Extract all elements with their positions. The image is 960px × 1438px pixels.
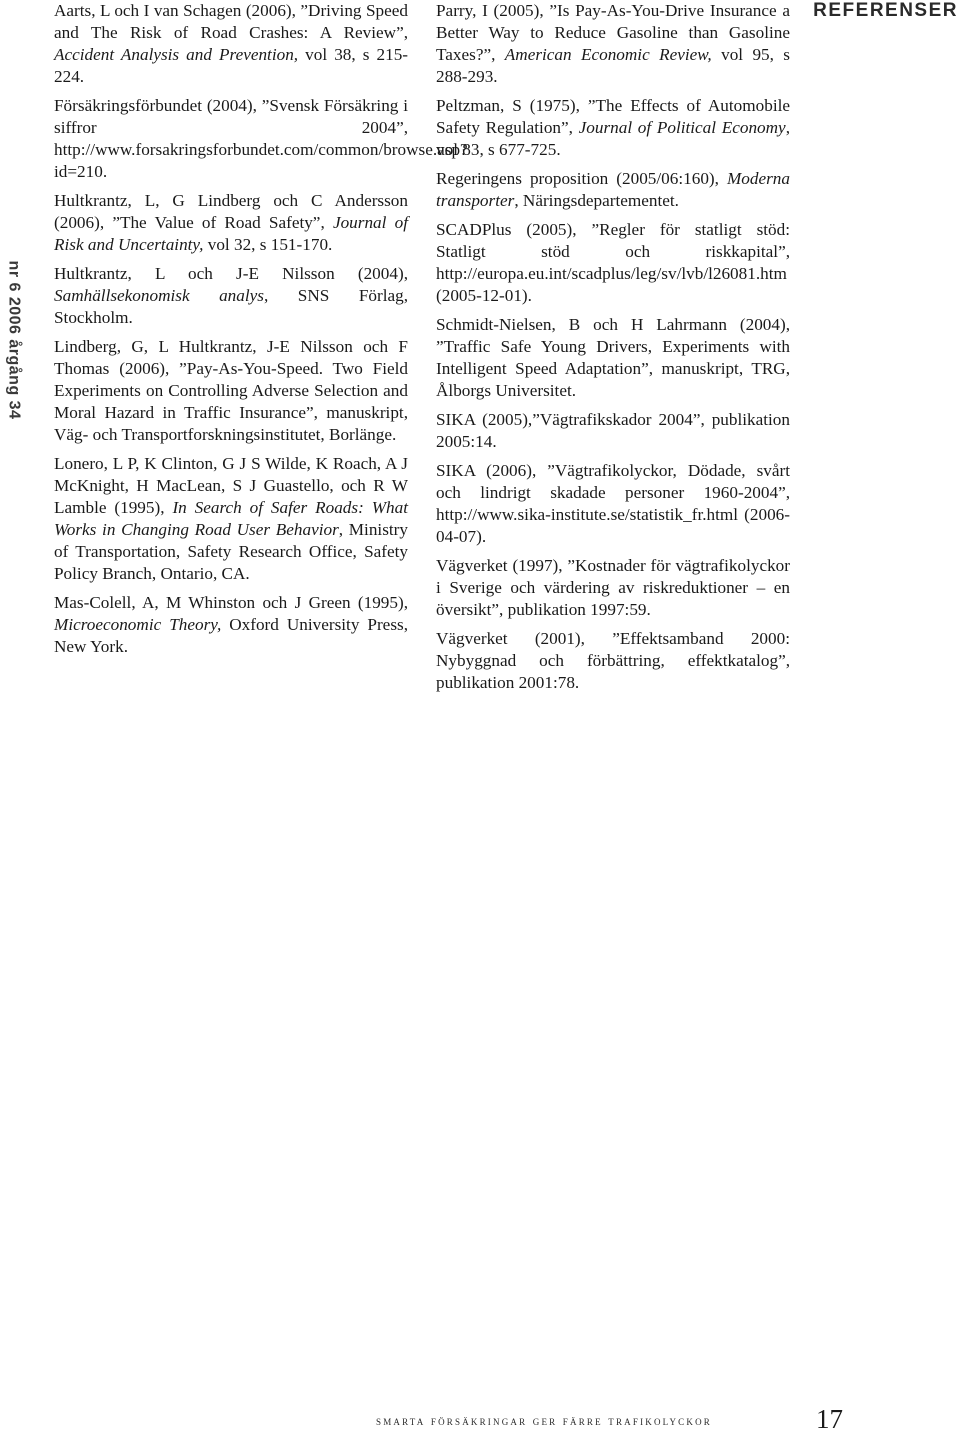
references-right-column	[436, 0, 790, 701]
page-number: 17	[816, 1404, 843, 1434]
reference-entry: Mas-Colell, A, M Whinston och J Green (1995), Microeconomic Theory, Oxford University Press, New York.	[54, 593, 408, 656]
reference-entry: Parry, I (2005), ”Is Pay-As-You-Drive Insurance a Better Way to Reduce Gasoline than Gasoline Taxes?”, American Economic Review, vol 95, s 288-293.	[436, 1, 790, 86]
reference-entry: Hultkrantz, L och J-E Nilsson (2004), Samhällsekonomisk analys, SNS Förlag, Stockholm.	[54, 264, 408, 327]
reference-entry: Regeringens proposition (2005/06:160), Moderna transporter, Näringsdepartementet.	[436, 169, 790, 210]
reference-entry: Lindberg, G, L Hultkrantz, J-E Nilsson och F Thomas (2006), ”Pay-As-You-Speed. Two Field Experiments on Controlling Adverse Selection and Moral Hazard in Traffic Insurance”, manuskript, Väg- och Transportforskningsinstitutet, Borlänge.	[54, 337, 408, 444]
reference-entry: Schmidt-Nielsen, B och H Lahrmann (2004), ”Traffic Safe Young Drivers, Experiments with Intelligent Speed Adaptation”, manuskript, TRG, Ålborgs Universitet.	[436, 315, 790, 400]
reference-entry: SIKA (2005),”Vägtrafikskador 2004”, publikation 2005:14.	[436, 410, 790, 451]
references-left-column	[54, 0, 468, 665]
reference-entry: Försäkringsförbundet (2004), ”Svensk Försäkring i siffror 2004”, http://www.forsakringsforbundet.com/common/browse.asp?id=210.	[54, 96, 468, 181]
running-footer: smarta försäkringar ger färre trafikolyckor	[376, 1413, 712, 1428]
issue-label-text: nr 6 2006 årgång 34	[5, 260, 23, 420]
reference-entry: Vägverket (1997), ”Kostnader för vägtrafikolyckor i Sverige och värdering av riskreduktioner – en översikt”, publikation 1997:59.	[436, 556, 790, 619]
reference-entry: Aarts, L och I van Schagen (2006), ”Driving Speed and The Risk of Road Crashes: A Review”, Accident Analysis and Prevention, vol 38, s 215-224.	[54, 1, 409, 86]
reference-entry: Hultkrantz, L, G Lindberg och C Andersson (2006), ”The Value of Road Safety”, Journal of Risk and Uncertainty, vol 32, s 151-170.	[54, 191, 408, 254]
reference-entry: Vägverket (2001), ”Effektsamband 2000: Nybyggnad och förbättring, effektkatalog”, publikation 2001:78.	[436, 629, 790, 692]
reference-entry: Lonero, L P, K Clinton, G J S Wilde, K Roach, A J McKnight, H MacLean, S J Guastello, och R W Lamble (1995), In Search of Safer Roads: What Works in Changing Road User Behavior, Ministry of Transportation, Safety Research Office, Safety Policy Branch, Ontario, CA.	[54, 454, 408, 583]
reference-entry: SCADPlus (2005), ”Regler för statligt stöd: Statligt stöd och riskkapital”, http://europa.eu.int/scadplus/leg/sv/lvb/l26081.htm (2005-12-01).	[436, 220, 790, 305]
issue-side-label	[0, 240, 26, 440]
section-title: REFERENSER	[813, 0, 958, 21]
reference-entry: Peltzman, S (1975), ”The Effects of Automobile Safety Regulation”, Journal of Political Economy, vol 83, s 677-725.	[436, 96, 790, 159]
reference-entry: SIKA (2006), ”Vägtrafikolyckor, Dödade, svårt och lindrigt skadade personer 1960-2004”, http://www.sika-institute.se/statistik_fr.html (2006-04-07).	[436, 461, 790, 546]
